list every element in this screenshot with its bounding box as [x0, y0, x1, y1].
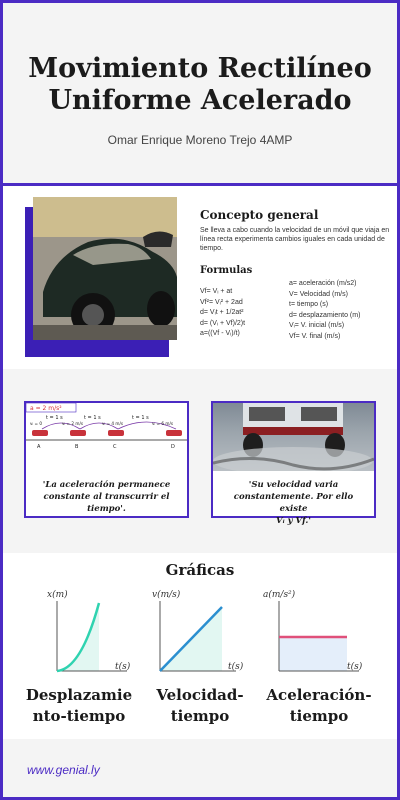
velocity-label: vᵢ = 2 m/s: [62, 421, 84, 426]
cars-diagram: [26, 403, 187, 471]
variable-item: Vf= V. final (m/s): [289, 332, 341, 340]
accel-label: a = 2 m/s²: [30, 405, 62, 412]
variable-item: a= aceleración (m/s2): [289, 280, 357, 287]
footer-section: [3, 739, 397, 797]
x-axis-label: t(s): [228, 662, 244, 672]
interval-label: t = 1 s: [46, 415, 63, 421]
cards-section: [3, 369, 397, 553]
variable-item: t= tiempo (s): [289, 301, 329, 308]
photo-accent-frame: [25, 207, 169, 357]
point-label: D: [171, 444, 175, 450]
velocity-graph: [140, 587, 260, 677]
variable-item: V= Velocidad (m/s): [289, 290, 348, 298]
car-photo: [33, 197, 177, 340]
header-section: [3, 3, 397, 186]
velocity-quote-line: Vᵢ y Vf.': [276, 516, 311, 526]
point-label: A: [37, 444, 41, 450]
formula-list: [200, 287, 245, 340]
formula-item: d= (Vᵢ + Vf)/2)t: [200, 319, 246, 327]
vintage-car-image: [33, 197, 177, 340]
graph-label-line: tiempo: [289, 707, 349, 725]
graphs-title: Gráficas: [165, 561, 235, 579]
formula-item: d= Vᵢt + 1/2at²: [200, 309, 244, 316]
x-axis-label: t(s): [115, 662, 131, 672]
title-line-1: Movimiento Rectilíneo: [28, 53, 372, 84]
interval-label: t = 1 s: [132, 415, 149, 421]
graph-label-line: Velocidad-: [156, 686, 244, 704]
formula-item: a=((Vf - Vᵢ)/t): [200, 330, 240, 337]
graphs-section: [3, 553, 397, 739]
formula-item: Vf= Vᵢ + at: [200, 288, 233, 295]
genially-link[interactable]: www.genial.ly: [27, 763, 100, 777]
concept-section: [3, 189, 397, 369]
acceleration-quote: 'La aceleración permanece constante al transcurrir el tiempo'.: [42, 480, 171, 514]
author-name: Omar Enrique Moreno Trejo 4AMP: [107, 133, 293, 147]
burnout-photo: [213, 403, 374, 471]
x-axis-label: t(s): [347, 662, 363, 672]
y-axis-label: v(m/s): [152, 590, 181, 600]
variable-list: [289, 279, 360, 342]
truck-image: [213, 403, 374, 471]
concept-title: Concepto general: [200, 208, 319, 222]
formula-item: Vf²= Vᵢ² + 2ad: [200, 298, 243, 306]
velocity-quote-line: 'Su velocidad varia constantemente. Por ello existe: [233, 480, 354, 514]
acceleration-card: [24, 401, 189, 518]
velocity-label: [140, 685, 260, 727]
acceleration-graph: [259, 587, 379, 677]
point-label: B: [75, 444, 79, 450]
acceleration-label: [259, 685, 379, 727]
displacement-label: [19, 685, 139, 727]
formulas-title: Formulas: [200, 265, 253, 276]
concept-text: Se lleva a cabo cuando la velocidad de un móvil que viaja en línea recta experimenta cambios iguales en cada unidad de tiempo.: [200, 227, 390, 252]
graph-label-line: Desplazamie: [25, 686, 133, 704]
velocity-label: vᵢ = 0: [30, 421, 43, 426]
graph-label-line: Aceleración-: [266, 686, 372, 704]
y-axis-label: x(m): [47, 590, 68, 600]
variable-item: d= desplazamiento (m): [289, 311, 361, 319]
graph-label-line: tiempo: [170, 707, 230, 725]
variable-item: Vᵢ= V. inicial (m/s): [289, 322, 345, 329]
velocity-quote: [219, 479, 368, 527]
velocity-card: [211, 401, 376, 526]
title-line-2: Uniforme Acelerado: [48, 85, 352, 116]
displacement-graph: [19, 587, 139, 677]
velocity-label: vᵢ = 4 m/s: [102, 421, 124, 426]
velocity-label: vᵢ = 6 m/s: [152, 421, 174, 426]
interval-label: t = 1 s: [84, 415, 101, 421]
graph-label-line: nto-tiempo: [32, 707, 126, 725]
point-label: C: [113, 444, 117, 450]
y-axis-label: a(m/s²): [263, 590, 296, 600]
page-title: [3, 53, 397, 117]
